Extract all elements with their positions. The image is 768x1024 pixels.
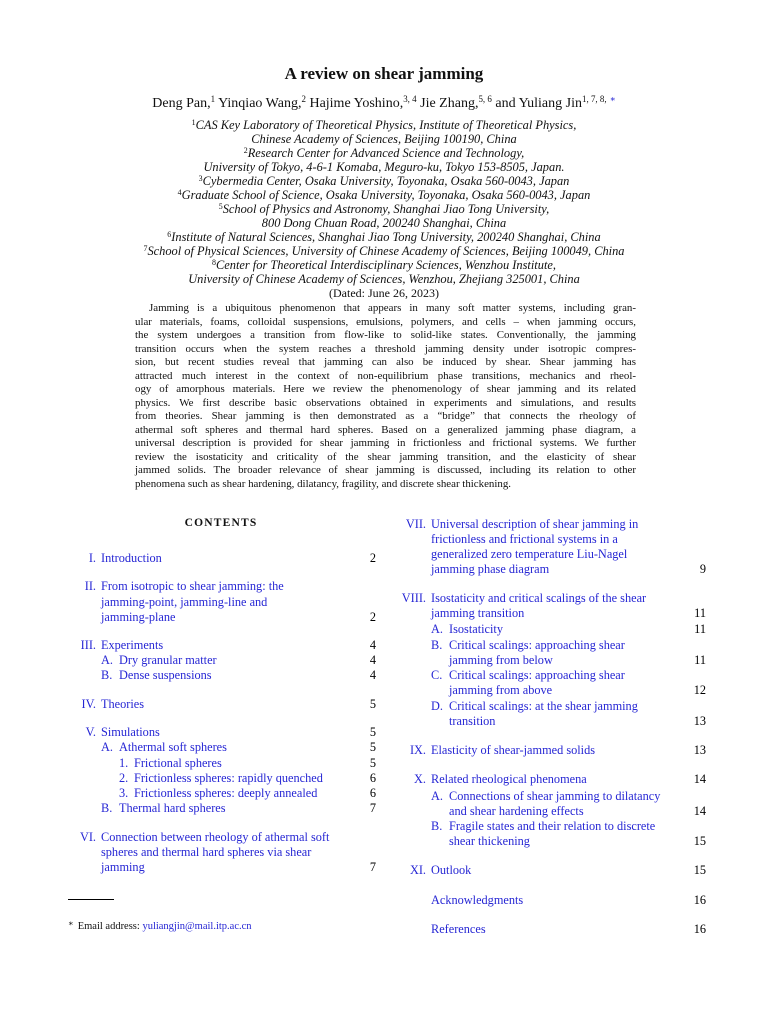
toc-line [390, 742, 706, 758]
toc-title[interactable]: frictionless and frictional systems in a [431, 532, 618, 546]
toc-number[interactable]: A. [431, 622, 443, 636]
abstract-line: the system undergoes a transition from flow-like to solid-like states. Conventionally, the jamming [135, 329, 636, 342]
toc-line [60, 859, 376, 875]
abstract-line: transition occurs when the system reaches a threshold jamming density under isotropic compres- [135, 342, 636, 355]
corresponding-author-footnote-link[interactable]: ∗ [609, 94, 616, 105]
affiliation-line [0, 132, 768, 146]
affiliation-line [0, 160, 768, 174]
toc-title[interactable]: transition [449, 714, 496, 728]
toc-page-number[interactable]: 13 [693, 743, 706, 757]
toc-line [390, 621, 706, 637]
toc-line [390, 531, 706, 547]
paper-title: A review on shear jamming [284, 64, 484, 83]
affiliation-text: Cybermedia Center, Osaka University, Toyonaka, Osaka 560-0043, Japan [202, 174, 570, 188]
abstract-line: Jamming is a ubiquitous phenomenon that appears in many soft matter systems, including gran- [149, 302, 636, 314]
toc-title[interactable]: and shear hardening effects [449, 804, 584, 818]
toc-title[interactable]: Outlook [431, 863, 472, 877]
toc-title[interactable]: Isostaticity [449, 622, 503, 636]
affiliation-line [0, 118, 768, 132]
affiliation-number: 2 [243, 145, 248, 155]
toc-number[interactable]: V. [85, 725, 96, 739]
toc-number[interactable]: A. [101, 740, 113, 754]
toc-page-number[interactable]: 16 [693, 922, 706, 936]
toc-page-number[interactable]: 11 [694, 653, 706, 667]
toc-page-number[interactable]: 11 [694, 606, 706, 620]
toc-line [390, 818, 706, 834]
toc-line [390, 637, 706, 653]
toc-page-number[interactable]: 15 [693, 863, 706, 877]
toc-line [60, 637, 376, 653]
affiliation-text: Institute of Natural Sciences, Shanghai Jiao Tong University, 200240 Shanghai, China [171, 230, 601, 244]
toc-page-number[interactable]: 6 [369, 786, 376, 800]
affiliation-text: Chinese Academy of Sciences, Beijing 100190, China [251, 132, 517, 146]
toc-title[interactable]: Frictionless spheres: rapidly quenched [134, 771, 323, 785]
toc-page-number[interactable]: 2 [369, 610, 376, 624]
affiliation-text: University of Chinese Academy of Sciences, Wenzhou, Zhejiang 325001, China [188, 272, 580, 286]
toc-line [60, 696, 376, 712]
affiliation-list [0, 118, 768, 286]
toc-page-number[interactable]: 5 [369, 725, 376, 739]
toc-line [60, 829, 376, 845]
toc-title[interactable]: Critical scalings: at the shear jamming [449, 699, 638, 713]
toc-line [390, 698, 706, 714]
affiliation-number: 1 [191, 117, 196, 127]
dated-line: (Dated: June 26, 2023) [329, 286, 439, 300]
email-label: Email address: [77, 921, 140, 932]
toc-number[interactable]: B. [101, 801, 113, 815]
author-affiliation-ref: 1, 7, 8, [581, 94, 607, 105]
toc-title[interactable]: References [431, 922, 486, 936]
toc-line [390, 892, 706, 908]
author-name: Jie Zhang, [420, 96, 479, 111]
toc-title[interactable]: jamming from below [449, 653, 553, 667]
toc-line [390, 771, 706, 787]
toc-line [390, 788, 706, 804]
toc-line [60, 652, 376, 668]
abstract-line: sion, but recent studies reveal that jamming can also be induced by shear. Shear jamming has [135, 356, 636, 369]
toc-title[interactable]: Connections of shear jamming to dilatancy [449, 789, 661, 803]
toc-line [390, 682, 706, 698]
toc-page-number[interactable]: 5 [369, 756, 376, 770]
affiliation-line [0, 188, 768, 202]
abstract-line: jammed solids. The broader relevance of shear jamming is discussed, including its relation to other [135, 464, 636, 477]
toc-title[interactable]: Theories [101, 697, 145, 711]
author-name: Hajime Yoshino, [309, 96, 404, 111]
affiliation-text: Center for Theoretical Interdisciplinary Sciences, Wenzhou Institute, [215, 258, 556, 272]
toc-number[interactable]: I. [88, 551, 96, 565]
toc-line [60, 739, 376, 755]
toc-page-number[interactable]: 13 [693, 714, 706, 728]
abstract-line: review the isostaticity and criticality of the shear jamming transition, and the elasticity of shear [135, 450, 636, 463]
toc-title[interactable]: jamming [101, 860, 145, 874]
toc-line [390, 803, 706, 819]
affiliation-text: School of Physics and Astronomy, Shanghai Jiao Tong University, [222, 202, 550, 216]
toc-page-number[interactable]: 4 [369, 653, 376, 667]
toc-title[interactable]: jamming transition [431, 606, 525, 620]
toc-line [390, 862, 706, 878]
toc-number[interactable]: 1. [119, 756, 129, 770]
toc-line [60, 609, 376, 625]
author-name: Yuliang Jin [518, 96, 582, 111]
toc-title[interactable]: jamming-point, jamming-line and [101, 594, 268, 609]
toc-page-number[interactable]: 5 [369, 740, 376, 754]
toc-number[interactable]: B. [431, 638, 443, 652]
affiliation-line [0, 174, 768, 188]
affiliation-number: 5 [218, 201, 223, 211]
abstract-line: athermal soft spheres and thermal hard spheres. Based on a generalized jamming phase diagram, a [135, 423, 636, 436]
author-affiliation-ref: 2 [301, 94, 306, 105]
toc-line [60, 578, 376, 594]
toc-heading: CONTENTS [184, 517, 258, 529]
toc-number[interactable]: VII. [405, 517, 426, 531]
affiliation-line [0, 216, 768, 230]
affiliation-number: 7 [143, 243, 148, 253]
toc-page-number[interactable]: 5 [369, 697, 376, 711]
toc-page-number[interactable]: 15 [693, 834, 706, 848]
affiliation-text: Research Center for Advanced Science and Technology, [247, 146, 525, 160]
toc-page-number[interactable]: 14 [693, 804, 706, 818]
toc-number[interactable]: XI. [409, 863, 426, 877]
abstract-line: universal description is provided for shear jamming in frictionless and frictional systems. We further [135, 437, 636, 450]
toc-page-number[interactable]: 7 [369, 801, 376, 815]
toc-line [60, 770, 376, 786]
toc-line [60, 724, 376, 740]
affiliation-number: 6 [167, 229, 172, 239]
toc-title[interactable]: Frictional spheres [134, 756, 222, 770]
toc-line [390, 921, 706, 937]
toc-line [60, 785, 376, 801]
affiliation-text: Graduate School of Science, Osaka University, Toyonaka, Osaka 560-0043, Japan [181, 188, 591, 202]
affiliation-line [0, 272, 768, 286]
toc-number[interactable]: II. [84, 579, 96, 593]
toc-title[interactable]: jamming phase diagram [431, 562, 550, 576]
author-conjunction: and [495, 96, 516, 111]
toc-page-number[interactable]: 14 [693, 772, 706, 786]
toc-number[interactable]: 2. [119, 771, 129, 785]
toc-title[interactable]: jamming from above [449, 683, 553, 697]
email-link[interactable]: yuliangjin@mail.itp.ac.cn [142, 921, 252, 932]
toc-line [390, 605, 706, 621]
toc-number[interactable]: A. [431, 789, 443, 803]
author-affiliation-ref: 1 [210, 94, 216, 105]
toc-number[interactable]: III. [80, 638, 96, 652]
toc-title[interactable]: Thermal hard spheres [119, 801, 226, 815]
toc-line [390, 561, 706, 577]
toc-number[interactable]: C. [431, 668, 443, 682]
author-affiliation-ref: 3, 4 [403, 94, 417, 105]
abstract-line: attracted much interest in the context of non-equilibrium phase transitions, mechanics and rheol- [135, 369, 636, 382]
abstract-line: ular materials, foams, colloidal suspensions, emulsions, polymers, and cells – when jamming occurs, [135, 315, 636, 328]
toc-line [60, 755, 376, 771]
footnote-rule [68, 899, 114, 900]
toc-number[interactable]: VIII. [401, 591, 426, 605]
affiliation-text: 800 Dong Chuan Road, 200240 Shanghai, China [261, 216, 507, 230]
toc-line [390, 713, 706, 729]
affiliation-number: 8 [212, 257, 216, 267]
toc-line [390, 667, 706, 683]
toc-page-number[interactable]: 9 [699, 562, 706, 576]
toc-page-number[interactable]: 12 [693, 683, 706, 697]
toc-page-number[interactable]: 4 [369, 668, 376, 682]
toc-line [60, 550, 376, 566]
toc-line [390, 590, 706, 606]
toc-title[interactable]: Universal description of shear jamming in [431, 517, 639, 531]
toc-title[interactable]: Dry granular matter [119, 653, 217, 667]
toc-title[interactable]: Athermal soft spheres [119, 740, 227, 754]
toc-title[interactable]: Isostaticity and critical scalings of the shear [431, 591, 647, 605]
toc-title[interactable]: Simulations [101, 725, 160, 739]
toc-title[interactable]: generalized zero temperature Liu-Nagel [431, 547, 628, 561]
toc-number[interactable]: X. [414, 772, 426, 786]
affiliation-line [0, 258, 768, 272]
toc-title[interactable]: Frictionless spheres: deeply annealed [134, 786, 318, 800]
affiliation-text: CAS Key Laboratory of Theoretical Physics, Institute of Theoretical Physics, [195, 118, 577, 132]
toc-page-number[interactable]: 16 [693, 893, 706, 907]
toc-title[interactable]: shear thickening [449, 834, 530, 848]
toc-number[interactable]: A. [101, 653, 113, 667]
affiliation-line [0, 202, 768, 216]
toc-line [60, 594, 376, 610]
toc-title[interactable]: From isotropic to shear jamming: the [101, 579, 284, 593]
author-affiliation-ref: 5, 6 [478, 94, 492, 105]
affiliation-line [0, 230, 768, 244]
toc-number[interactable]: IX. [409, 743, 426, 757]
toc-title[interactable]: Fragile states and their relation to discrete [449, 819, 656, 833]
toc-line [390, 652, 706, 668]
abstract-line: physics. We first describe basic observations obtained in experiments and simulations, and results [135, 396, 636, 409]
toc-line [60, 667, 376, 683]
footnote-mark: ∗ [68, 919, 74, 929]
toc-title[interactable]: Acknowledgments [431, 893, 524, 907]
toc-line [390, 546, 706, 562]
toc-page-number[interactable]: 4 [369, 638, 376, 652]
affiliation-text: University of Tokyo, 4-6-1 Komaba, Meguro-ku, Tokyo 153-8505, Japan. [203, 160, 565, 174]
toc-line [60, 844, 376, 860]
toc-title[interactable]: Critical scalings: approaching shear [449, 668, 625, 682]
affiliation-number: 3 [198, 173, 203, 183]
toc-number[interactable]: D. [431, 699, 443, 713]
toc-line [390, 833, 706, 849]
toc-page-number[interactable]: 7 [369, 860, 376, 874]
toc-line [60, 800, 376, 816]
toc-title[interactable]: Introduction [101, 551, 162, 565]
author-list [0, 95, 768, 113]
toc-page-number[interactable]: 6 [369, 771, 376, 785]
toc-line [390, 516, 706, 532]
author-name: Yinqiao Wang, [218, 96, 302, 111]
toc-number[interactable]: IV. [81, 697, 96, 711]
abstract-line: phenomena such as shear hardening, dilatancy, fragility, and discrete shear thickening. [135, 477, 511, 490]
affiliation-line [0, 146, 768, 160]
affiliation-text: School of Physical Sciences, University of Chinese Academy of Sciences, Beijing 100049, China [147, 244, 625, 258]
toc-title[interactable]: jamming-plane [101, 610, 176, 624]
abstract [135, 302, 636, 491]
toc-title[interactable]: Connection between rheology of athermal soft [101, 830, 330, 844]
footnote [68, 919, 252, 935]
author-name: Deng Pan, [152, 96, 211, 111]
affiliation-number: 4 [177, 187, 182, 197]
affiliation-line [0, 244, 768, 258]
toc-number[interactable]: B. [431, 819, 443, 833]
toc-number[interactable]: B. [101, 668, 113, 682]
toc-page-number[interactable]: 2 [369, 551, 376, 565]
toc-title[interactable]: spheres and thermal hard spheres via shear [101, 845, 312, 859]
toc-page-number[interactable]: 11 [694, 622, 706, 636]
toc-number[interactable]: 3. [119, 786, 129, 800]
toc-title[interactable]: Related rheological phenomena [431, 772, 587, 786]
toc-title[interactable]: Dense suspensions [119, 668, 212, 682]
toc-title[interactable]: Critical scalings: approaching shear [449, 638, 625, 652]
abstract-line: from theories. Shear jamming is then demonstrated as a “bridge” that connects the rheology of [135, 410, 636, 423]
abstract-line: ogy of amorphous materials. Here we review the phenomenology of shear jamming and its related [135, 383, 636, 396]
toc-number[interactable]: VI. [79, 830, 96, 844]
toc-title[interactable]: Elasticity of shear-jammed solids [431, 743, 596, 757]
toc-title[interactable]: Experiments [101, 638, 164, 652]
